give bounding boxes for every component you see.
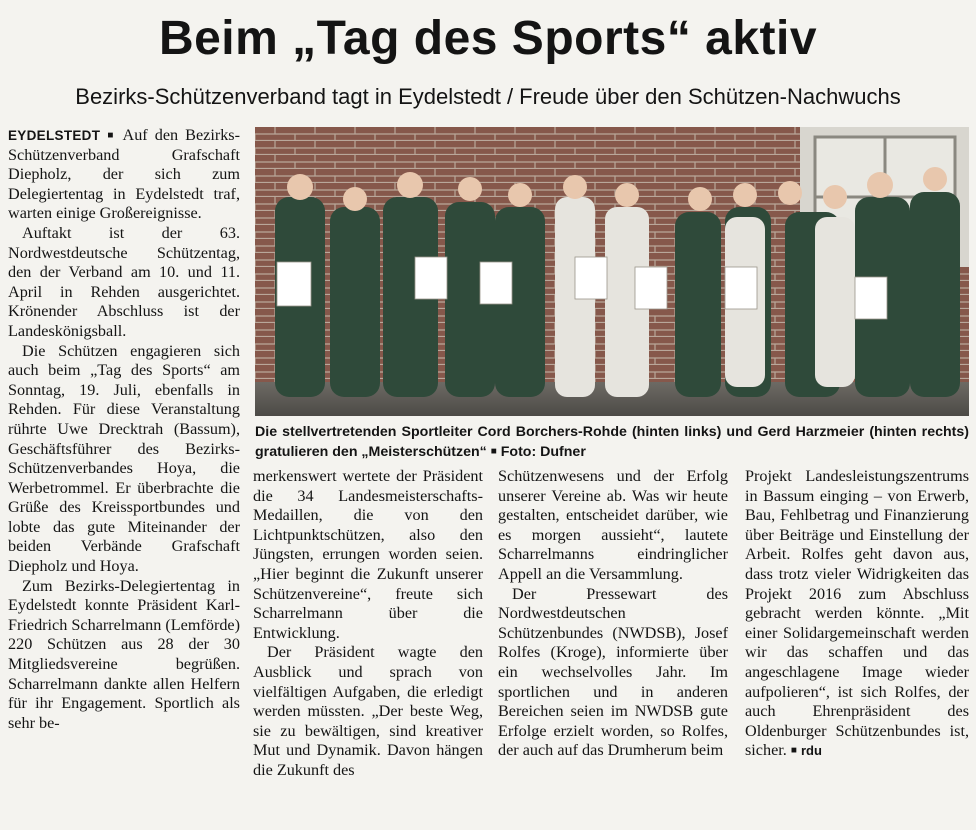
column-3: [498, 467, 728, 761]
headline: Beim „Tag des Sports“ aktiv: [158, 12, 818, 65]
paragraph-text: Projekt Landesleistungszentrums in Bassum einging – von Erwerb, Bau, Fehlbetrag und Finanzierung über Beiträge und Einstellung der Arbeit. Rolfes geht davon aus, dass trotz vieler Widrigkeiten das Projekt 2016 zum Abschluss gebracht werden könnte. „Mit einer Solidargemeinschaft werden wir das schaffen und das angeschlagene Image wieder aufpolieren“, ist sich Rolfes, der auch Ehrenpräsident des Oldenburger Schützenbundes ist, sicher.: [745, 467, 969, 760]
author-signature: rdu: [800, 743, 822, 759]
paragraph: Auftakt ist der 63. Nordwestdeutsche Schützentag, den der Verband am 10. und 11. April in Rehden ausgerichtet. Krönender Abschluss ist der Landeskönigsball.: [8, 223, 240, 340]
bullet-icon: ■: [490, 446, 497, 457]
paragraph: Der Pressewart des Nordwestdeutschen Schützenbundes (NWDSB), Josef Rolfes (Kroge), informierte über ein wechselvolles Jahr. Im sportlichen und in anderen Bereichen seien im NWDSB gute Erfolge erzielt worden, so Rolfes, der auch auf das Drumherum beim: [498, 584, 728, 760]
paragraph: merkenswert wertete der Präsident die 34 Landesmeisterschafts-Medaillen, die von den Lichtpunktschützen, also den Jüngsten, errungen worden seien. „Hier beginnt die Zukunft unserer Schützenvereine“, freute sich Scharrelmann über die Entwicklung.: [253, 467, 483, 642]
paragraph: Schützenwesens und der Erfolg unserer Vereine ab. Was wir heute gestalten, entscheidet darüber, wie es morgen aussieht“, lautete Scharrelmanns eindringlicher Appell an die Versammlung.: [498, 467, 728, 583]
paragraph: Zum Bezirks-Delegiertentag in Eydelstedt konnte Präsident Karl-Friedrich Scharrelmann (Lemförde) 220 Schützen aus 28 der 30 Mitgliedsvereine begrüßen. Scharrelmann dankte allen Helfern für ihr Engagement. Sportlich als sehr be-: [8, 576, 240, 732]
bullet-icon: ■: [790, 745, 797, 757]
paragraph: [745, 467, 969, 761]
paragraph: Die Schützen engagieren sich auch beim „Tag des Sports“ am Sonntag, 19. Juli, ebenfalls in Rehden. Für diese Veranstaltung rührte Uwe Drecktrah (Bassum), Geschäftsführer des Bezirks-Schützenverbandes Hoya, die Werbetrommel. Er überbrachte die Grüße des Kreissportbundes und lobte das gute Miteinander der beiden Verbände Grafschaft Diepholz und Hoya.: [8, 341, 240, 576]
paragraph: [8, 126, 240, 224]
column-1: [8, 126, 240, 733]
photo-caption: [255, 423, 969, 462]
caption-text: Die stellvertretenden Sportleiter Cord Borchers-Rohde (hinten links) und Gerd Harzmeier (hinten rechts) gratulieren den „Meisterschützen“: [255, 424, 969, 460]
group-photo: [255, 127, 969, 416]
paragraph-text: Auf den Bezirks-Schützenverband Grafschaft Diepholz, der sich zum Delegiertentag in Eydelstedt traf, warten einige Großereignisse.: [8, 126, 240, 223]
column-4: [745, 467, 969, 761]
paragraph: Der Präsident wagte den Ausblick und sprach von vielfältigen Aufgaben, die erledigt werden müssten. „Der beste Weg, sie zu bewältigen, sind kreativer Mut und Dynamik. Davon hängen die Zukunft des: [253, 643, 483, 779]
subheadline: Bezirks-Schützenverband tagt in Eydelstedt / Freude über den Schützen-Nachwuchs: [75, 84, 901, 109]
dateline: EYDELSTEDT: [8, 128, 101, 143]
photo-illustration: [255, 127, 969, 416]
photo-credit: Foto: Dufner: [500, 444, 586, 460]
bullet-icon: ■: [107, 130, 117, 141]
column-2: [253, 467, 483, 781]
